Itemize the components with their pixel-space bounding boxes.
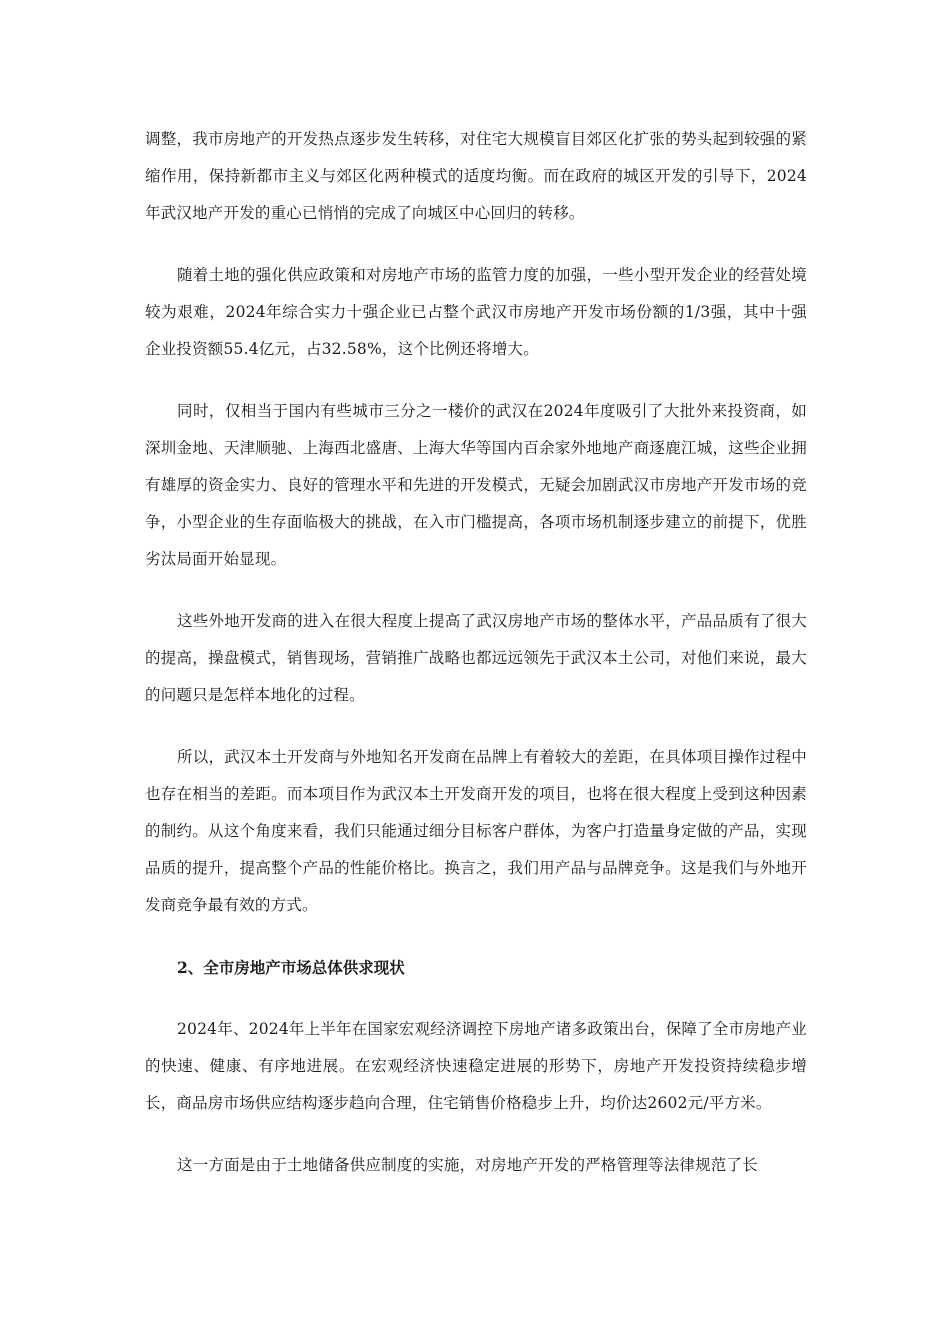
paragraph-6: 2024年、2024年上半年在国家宏观经济调控下房地产诸多政策出台，保障了全市房地产业的快速、健康、有序地进展。在宏观经济快速稳定进展的形势下，房地产开发投资持续稳步增长，商品房市场供应结构逐步趋向合理，住宅销售价格稳步上升，均价达2602元/平方米。 <box>145 1020 807 1112</box>
paragraph-2: 随着土地的强化供应政策和对房地产市场的监管力度的加强，一些小型开发企业的经营处境较为艰难，2024年综合实力十强企业已占整个武汉市房地产开发市场份额的1/3强，其中十强企业投资额55.4亿元，占32.58%，这个比例还将增大。 <box>145 266 807 358</box>
paragraph-7: 这一方面是由于土地储备供应制度的实施，对房地产开发的严格管理等法律规范了长 <box>177 1156 758 1174</box>
document-body <box>145 121 807 1209</box>
section-heading: 2、全市房地产市场总体供求现状 <box>177 958 405 977</box>
paragraph-3: 同时，仅相当于国内有些城市三分之一楼价的武汉在2024年度吸引了大批外来投资商，如深圳金地、天津顺驰、上海西北盛唐、上海大华等国内百余家外地地产商逐鹿江城，这些企业拥有雄厚的资金实力、良好的管理水平和先进的开发模式，无疑会加剧武汉市房地产开发市场的竞争，小型企业的生存面临极大的挑战，在入市门槛提高，各项市场机制逐步建立的前提下，优胜劣汰局面开始显现。 <box>145 402 807 568</box>
paragraph-5: 所以，武汉本土开发商与外地知名开发商在品牌上有着较大的差距，在具体项目操作过程中也存在相当的差距。而本项目作为武汉本土开发商开发的项目，也将在很大程度上受到这种因素的制约。从这个角度来看，我们只能通过细分目标客户群体，为客户打造量身定做的产品，实现品质的提升，提高整个产品的性能价格比。换言之，我们用产品与品牌竞争。这是我们与外地开发商竞争最有效的方式。 <box>145 748 807 914</box>
paragraph-1: 调整，我市房地产的开发热点逐步发生转移，对住宅大规模盲目郊区化扩张的势头起到较强的紧缩作用，保持新都市主义与郊区化两种模式的适度均衡。而在政府的城区开发的引导下，2024年武汉地产开发的重心已悄悄的完成了向城区中心回归的转移。 <box>145 130 807 222</box>
paragraph-4: 这些外地开发商的进入在很大程度上提高了武汉房地产市场的整体水平，产品品质有了很大的提高，操盘模式，销售现场，营销推广战略也都远远领先于武汉本土公司，对他们来说，最大的问题只是怎样本地化的过程。 <box>145 612 807 704</box>
